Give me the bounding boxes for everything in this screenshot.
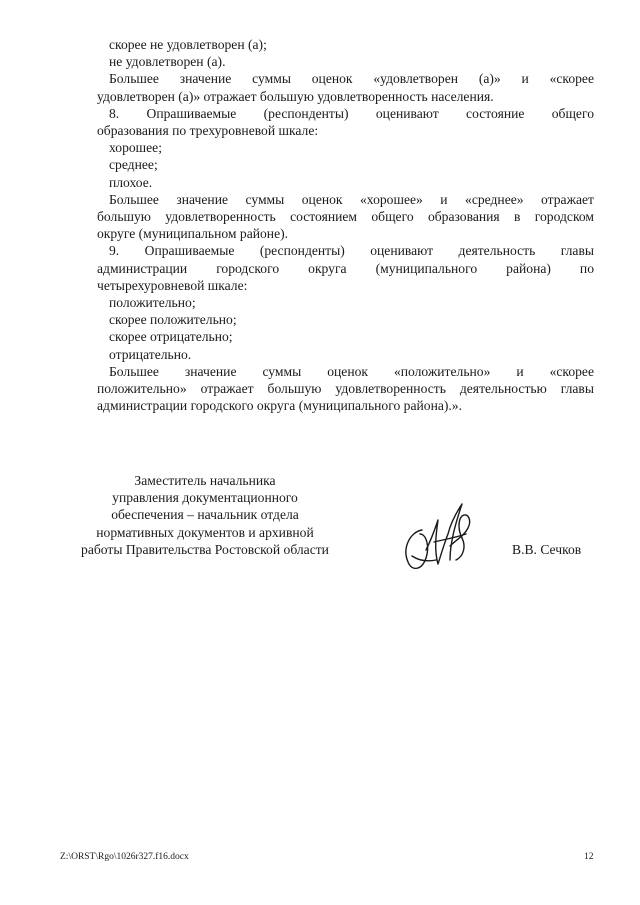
text-line: 8. Опрашиваемые (респонденты) оценивают состояние общего [109,105,594,121]
text-line: не удовлетворен (а). [109,54,226,70]
signatory-title [60,472,350,558]
signatory-title-line: обеспечения – начальник отдела [111,507,299,523]
text-line: среднее; [109,157,158,173]
text-line: большую удовлетворенность состоянием общего образования в городском [97,209,594,225]
text-line: округе (муниципальном районе). [97,226,289,242]
text-line: хорошее; [109,140,162,156]
signatory-title-line: работы Правительства Ростовской области [81,541,329,557]
text-line: 9. Опрашиваемые (респонденты) оценивают деятельность главы [109,243,594,259]
footer-file-path: Z:\ORST\Rgo\1026r327.f16.docx [60,852,189,862]
text-line: администрации городского округа (муниципального района).». [97,398,462,414]
text-line: Большее значение суммы оценок «положительно» и «скорее [109,363,594,379]
signatory-title-line: нормативных документов и архивной [96,524,314,540]
text-line: плохое. [109,174,153,190]
footer-page-number: 12 [584,852,594,862]
signatory-name: В.В. Сечков [512,542,582,557]
text-line: удовлетворен (а)» отражает большую удовлетворенность населения. [97,88,494,104]
signatory-title-line: Заместитель начальника [134,473,276,488]
text-line: скорее положительно; [109,312,237,328]
text-line: положительно» отражает большую удовлетворенность деятельностью главы [97,381,594,397]
signatory-title-line: управления документационного [112,490,298,506]
text-line: положительно; [109,295,196,311]
text-line: отрицательно. [109,346,192,362]
handwritten-signature [392,490,492,580]
text-line: Большее значение суммы оценок «удовлетворен (а)» и «скорее [109,71,594,87]
document-body [97,36,594,414]
text-line: администрации городского округа (муниципального района) по [97,260,594,276]
text-line: образования по трехуровневой шкале: [97,123,319,139]
text-line: скорее отрицательно; [109,329,233,345]
text-line: скорее не удовлетворен (а); [109,37,267,52]
text-line: Большее значение суммы оценок «хорошее» и «среднее» отражает [109,191,594,207]
text-line: четырехуровневой шкале: [97,277,248,293]
